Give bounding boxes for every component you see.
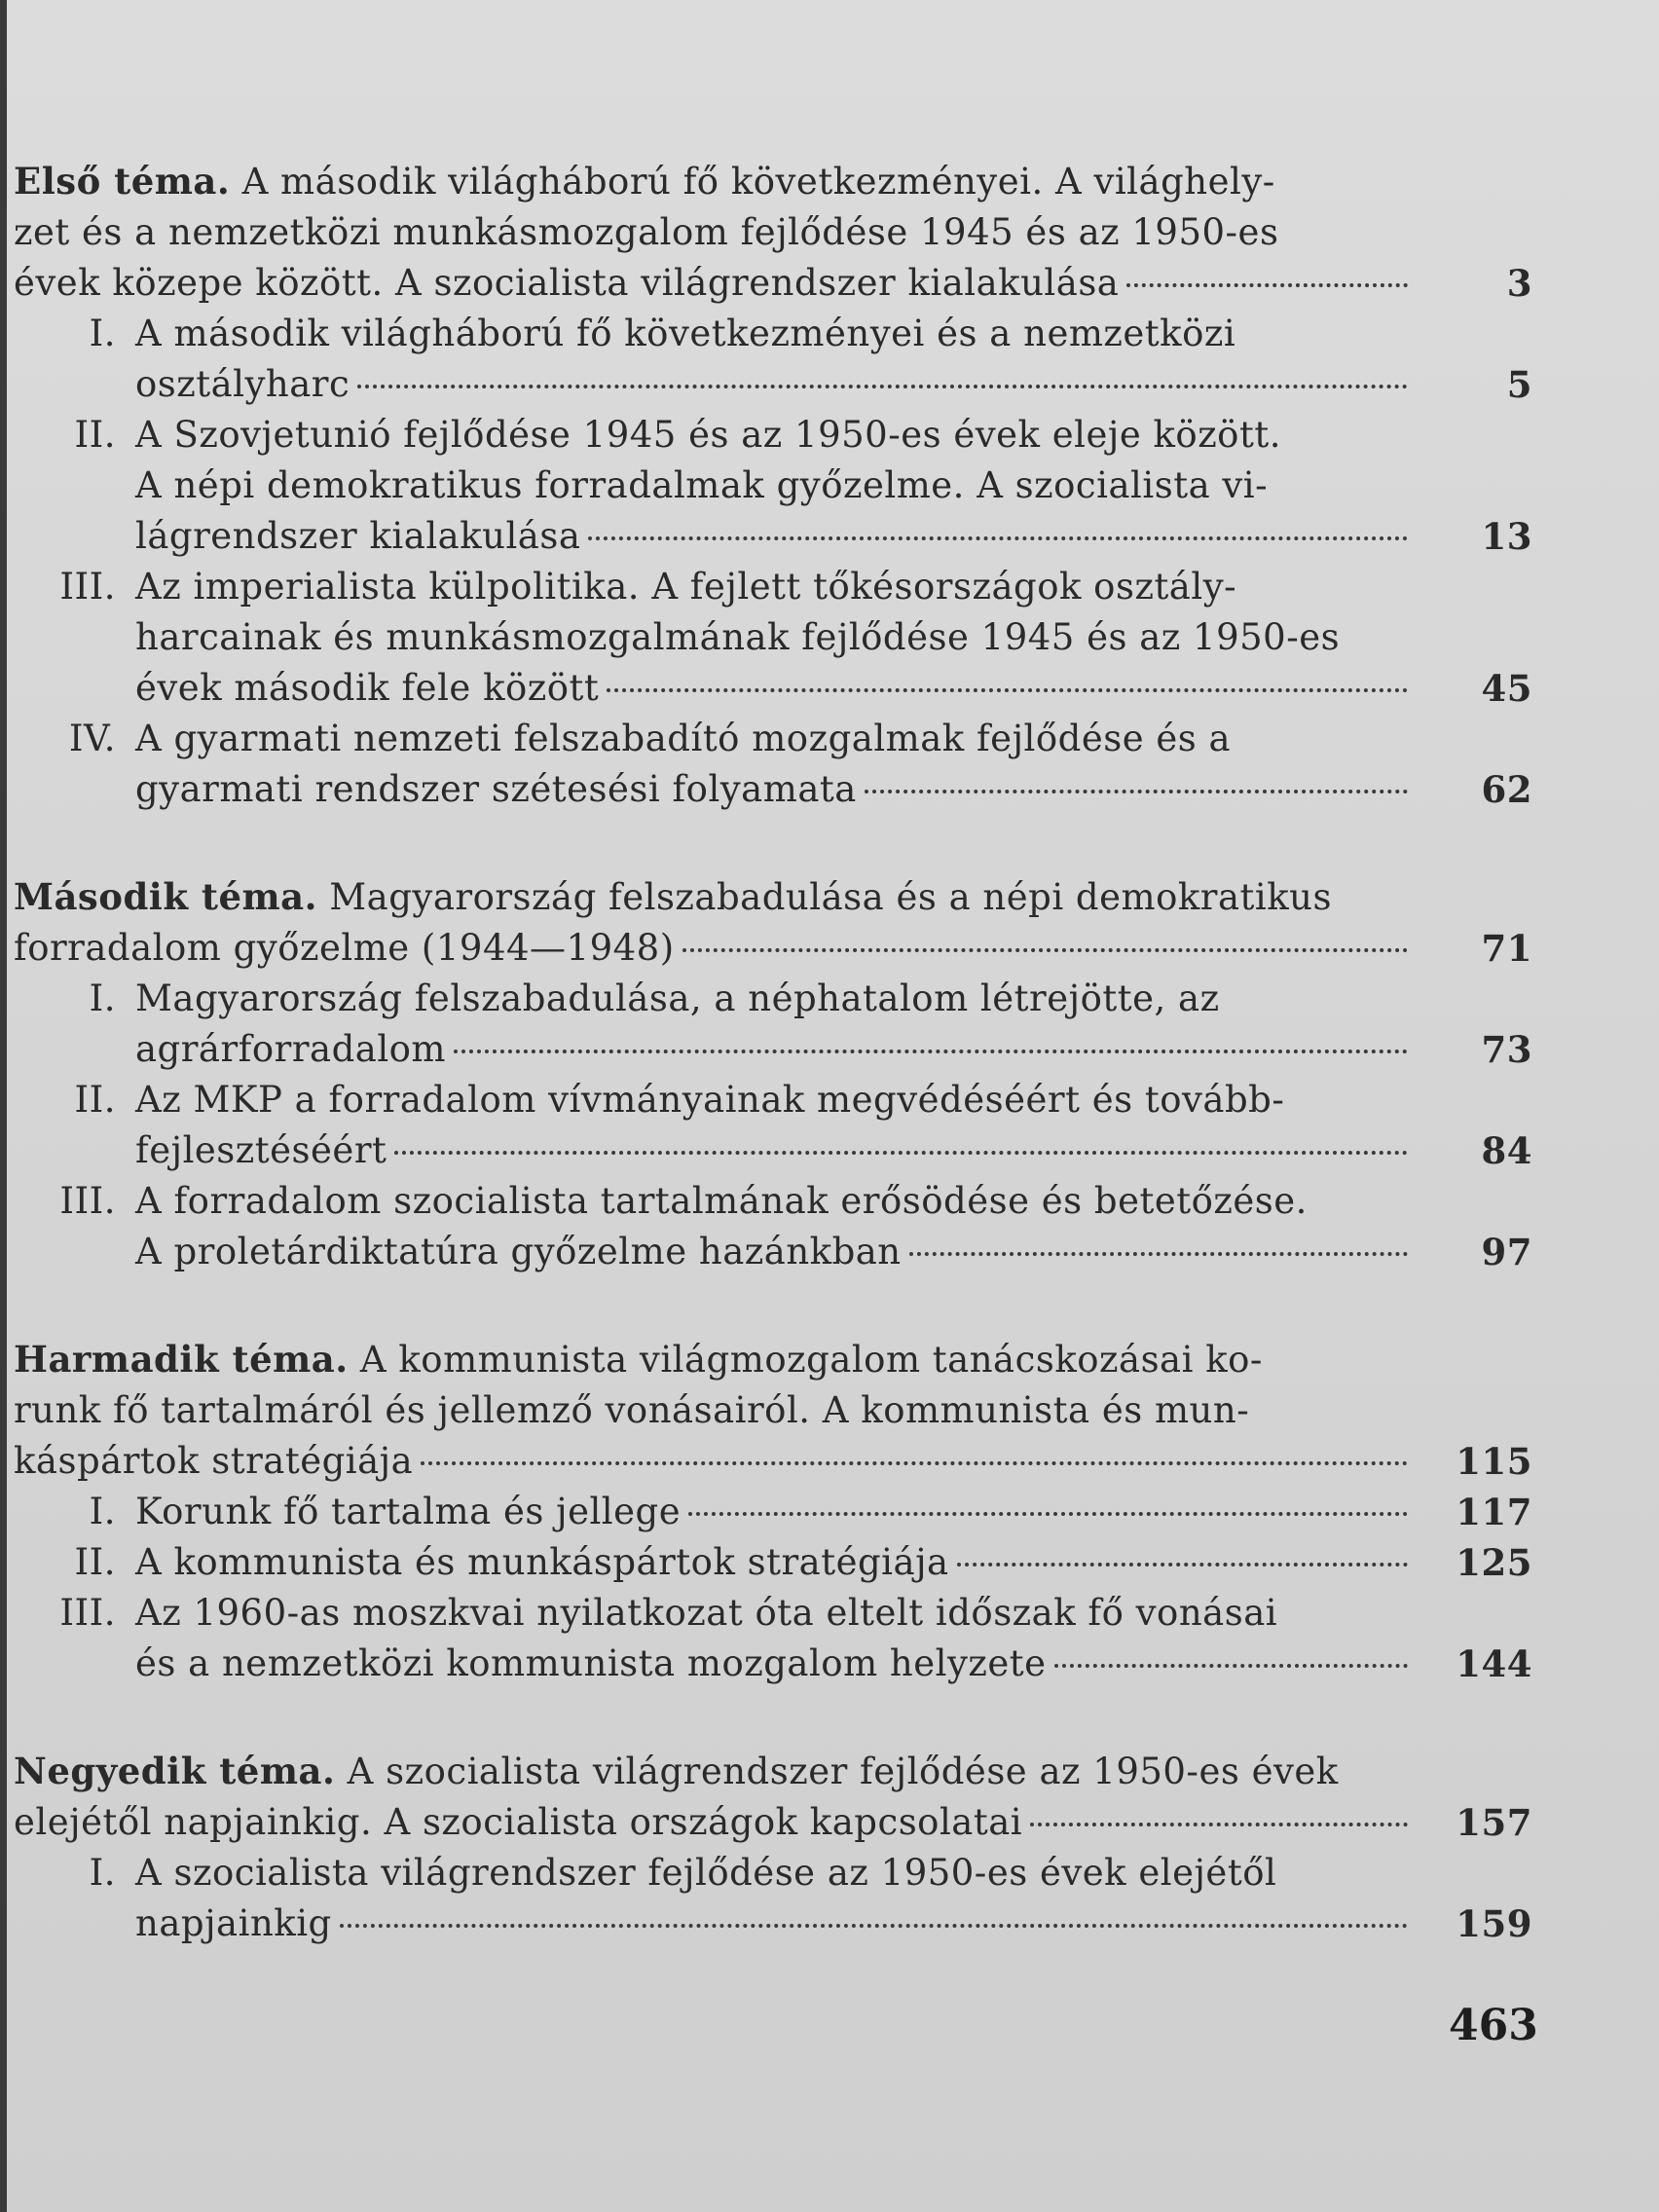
entry-number: II.	[74, 1541, 116, 1583]
page-number: 97	[1481, 1231, 1532, 1273]
entry-text-last: agrárforradalom	[135, 1028, 447, 1070]
section-text-line: zet és a nemzetközi munkásmozgalom fejlődése 1945 és az 1950-es	[14, 211, 1279, 253]
section-heading	[14, 1746, 1532, 1848]
section-heading	[14, 156, 1532, 309]
entry-text-last: osztályharc	[135, 363, 350, 405]
dot-leader	[454, 1050, 1408, 1053]
dot-leader	[588, 536, 1408, 540]
page-number: 159	[1456, 1902, 1532, 1945]
dot-leader	[421, 1461, 1408, 1465]
dot-leader	[1054, 1664, 1408, 1668]
toc-entry	[14, 974, 1532, 1075]
section-text-line: A kommunista világmozgalom tanácskozásai ko-	[359, 1339, 1263, 1381]
section-text-last: káspártok stratégiája	[14, 1440, 414, 1482]
entry-text-line: Az MKP a forradalom vívmányainak megvédéséért és tovább-	[135, 1079, 1285, 1121]
entry-text-last: A kommunista és munkáspártok stratégiája	[135, 1541, 949, 1583]
entry-text-line: Magyarország felszabadulása, a néphatalom létrejötte, az	[135, 977, 1220, 1019]
entry-text-line: A szocialista világrendszer fejlődése az 1950-es évek elejétől	[135, 1852, 1277, 1894]
page-number: 71	[1481, 927, 1532, 970]
page-number: 13	[1481, 515, 1532, 558]
entry-text-line: Az imperialista külpolitika. A fejlett tőkésországok osztály-	[135, 566, 1237, 608]
page-number: 117	[1456, 1491, 1532, 1533]
entry-number: I.	[89, 1491, 116, 1532]
page-number: 84	[1481, 1129, 1532, 1172]
entry-text-line: A forradalom szocialista tartalmának erősödése és betetőzése.	[135, 1180, 1308, 1222]
dot-leader	[682, 948, 1408, 952]
dot-leader	[1030, 1823, 1408, 1826]
toc-entry	[14, 714, 1532, 815]
page-number: 115	[1456, 1440, 1532, 1483]
toc-entry	[14, 1537, 1532, 1588]
toc-section-2	[14, 871, 1532, 1277]
dot-leader	[607, 688, 1408, 692]
section-heading	[14, 871, 1532, 974]
toc-entry	[14, 1588, 1532, 1689]
toc-entry	[14, 410, 1532, 562]
table-of-contents	[14, 156, 1532, 2006]
section-text-line: Magyarország felszabadulása és a népi demokratikus	[329, 876, 1332, 918]
toc-entry	[14, 1176, 1532, 1277]
entry-number: III.	[59, 1592, 116, 1634]
entry-text-last: lágrendszer kialakulása	[135, 515, 581, 557]
page-number: 73	[1481, 1028, 1532, 1071]
dot-leader	[394, 1151, 1408, 1155]
dot-leader	[957, 1563, 1408, 1567]
entry-text-line: A Szovjetunió fejlődése 1945 és az 1950-es évek eleje között.	[135, 414, 1281, 456]
page-number: 157	[1456, 1801, 1532, 1844]
section-text-last: forradalom győzelme (1944—1948)	[14, 927, 675, 969]
entry-text-last: évek második fele között	[135, 667, 600, 709]
entry-number: IV.	[68, 718, 116, 759]
entry-number: II.	[74, 1079, 116, 1121]
entry-number: I.	[89, 1852, 116, 1894]
entry-text-last: napjainkig	[135, 1902, 332, 1944]
entry-text-last: és a nemzetközi kommunista mozgalom helyzete	[135, 1642, 1047, 1684]
section-title: Második téma.	[14, 875, 318, 918]
page-number: 144	[1456, 1642, 1532, 1685]
toc-entry	[14, 1075, 1532, 1176]
entry-text-last: gyarmati rendszer szétesési folyamata	[135, 768, 857, 810]
page-number: 3	[1506, 262, 1532, 305]
dot-leader	[865, 790, 1408, 793]
entry-text-line: A második világháború fő következményei és a nemzetközi	[135, 313, 1236, 354]
entry-number: I.	[89, 313, 116, 354]
dot-leader	[1126, 283, 1408, 287]
entry-text-line: A gyarmati nemzeti felszabadító mozgalmak fejlődése és a	[135, 718, 1232, 759]
section-text-last: elejétől napjainkig. A szocialista országok kapcsolatai	[14, 1801, 1023, 1843]
dot-leader	[340, 1924, 1408, 1928]
page-number: 5	[1506, 363, 1532, 406]
section-text-line: A szocialista világrendszer fejlődése az 1950-es évek	[347, 1751, 1339, 1792]
section-title: Első téma.	[14, 160, 231, 203]
toc-entry	[14, 309, 1532, 410]
page-number: 125	[1456, 1541, 1532, 1584]
entry-number: III.	[59, 1180, 116, 1222]
section-text-last: évek közepe között. A szocialista világrendszer kialakulása	[14, 262, 1120, 304]
entry-text-line: harcainak és munkásmozgalmának fejlődése 1945 és az 1950-es	[135, 616, 1341, 658]
page-number: 62	[1481, 768, 1532, 811]
entry-text-line: Az 1960-as moszkvai nyilatkozat óta eltelt időszak fő vonásai	[135, 1592, 1278, 1634]
entry-text-line: A népi demokratikus forradalmak győzelme. A szocialista vi-	[135, 464, 1269, 506]
toc-entry	[14, 1848, 1532, 1949]
entry-number: I.	[89, 977, 116, 1019]
dot-leader	[909, 1252, 1408, 1256]
toc-entry	[14, 562, 1532, 714]
section-text-line: runk fő tartalmáról és jellemző vonásairól. A kommunista és mun-	[14, 1389, 1250, 1431]
page-number: 45	[1481, 667, 1532, 710]
toc-entry	[14, 1487, 1532, 1537]
section-text-line: A második világháború fő következményei. A világhely-	[241, 161, 1275, 203]
section-title: Harmadik téma.	[14, 1338, 349, 1381]
book-spine-edge	[0, 0, 7, 2212]
entry-text-last: A proletárdiktatúra győzelme hazánkban	[135, 1231, 902, 1272]
dot-leader	[357, 385, 1408, 388]
entry-number: III.	[59, 566, 116, 608]
section-title: Negyedik téma.	[14, 1750, 336, 1792]
toc-section-4	[14, 1746, 1532, 1949]
dot-leader	[688, 1512, 1408, 1516]
entry-text-last: Korunk fő tartalma és jellege	[135, 1491, 682, 1532]
section-heading	[14, 1334, 1532, 1487]
entry-text-last: fejlesztéséért	[135, 1129, 387, 1171]
toc-section-3	[14, 1334, 1532, 1689]
folio-page-number: 463	[1449, 2001, 1538, 2050]
toc-section-1	[14, 156, 1532, 815]
entry-number: II.	[74, 414, 116, 456]
